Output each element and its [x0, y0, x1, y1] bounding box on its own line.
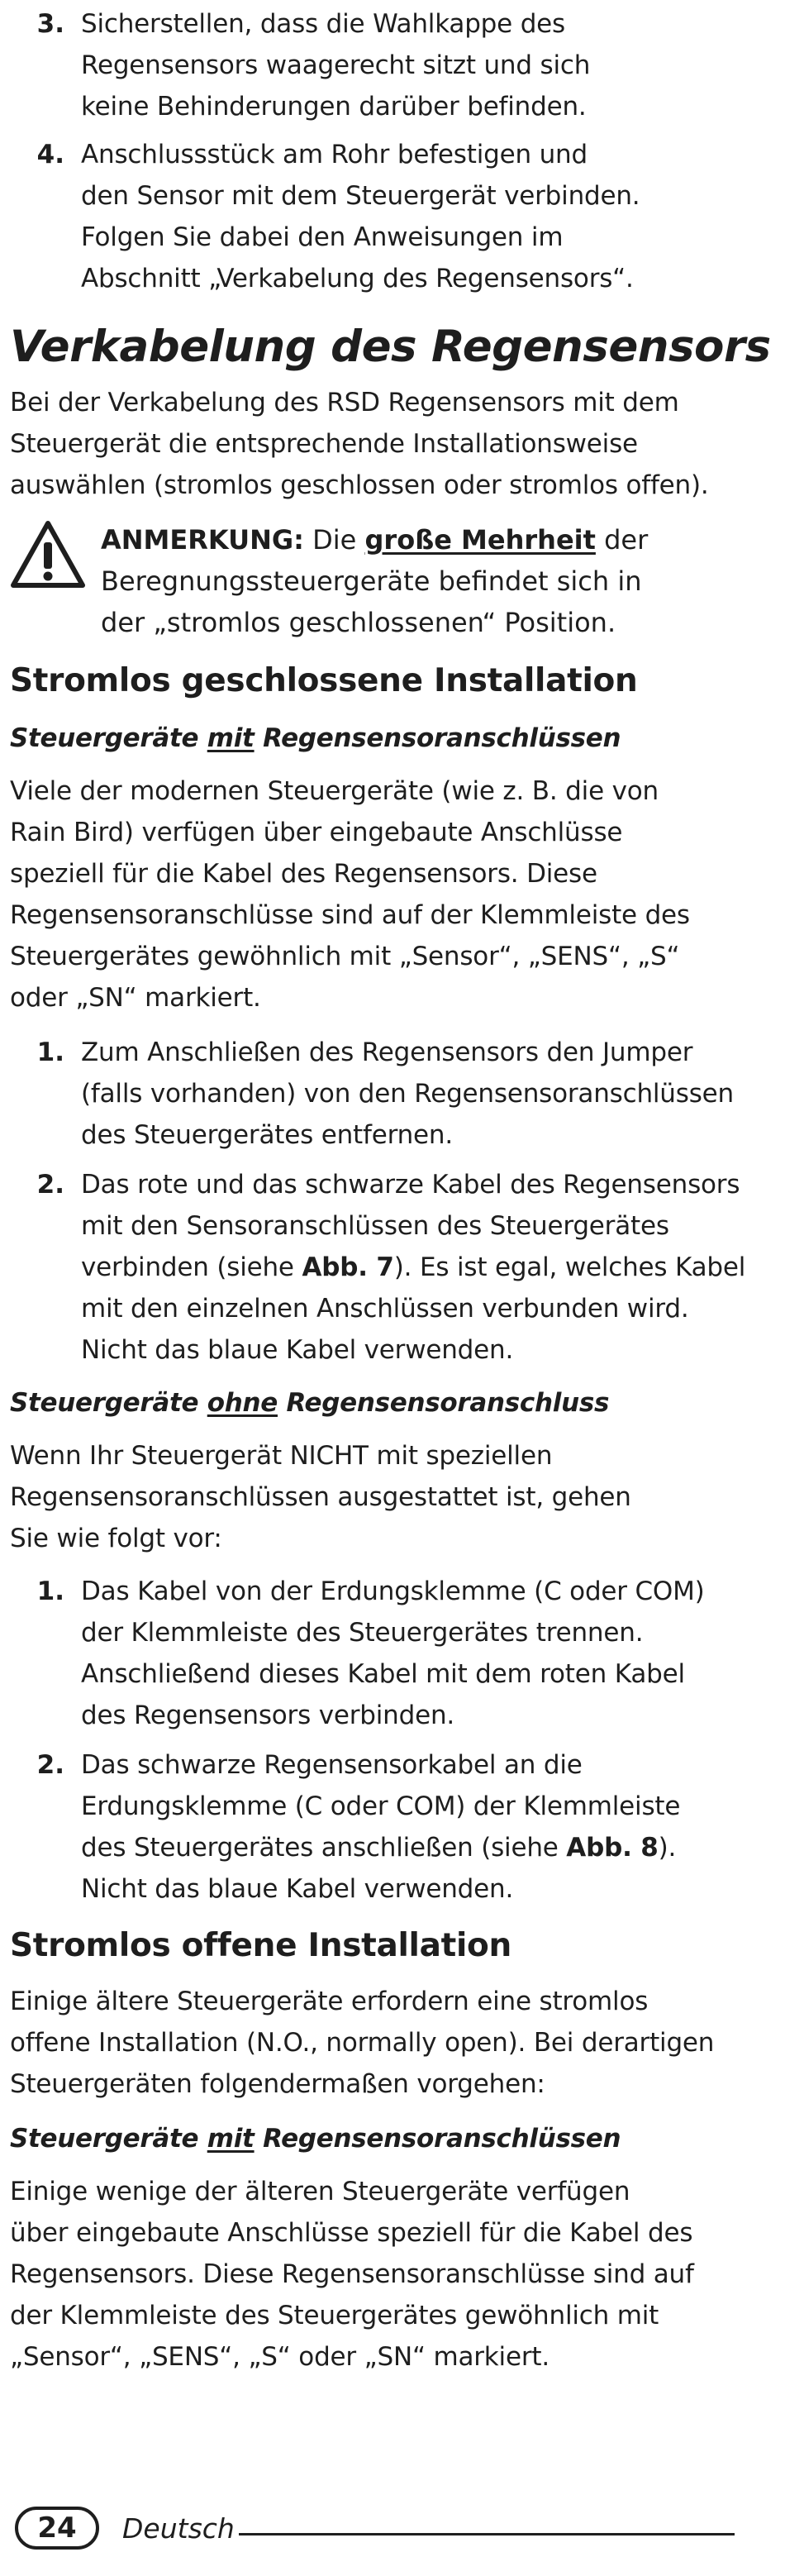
list-item-text: mit den einzelnen Anschlüssen verbunden wird. [81, 1294, 689, 1324]
subheading: Steuergeräte mit Regensensoranschlüssen [10, 2124, 621, 2154]
paragraph-line: der Klemmleiste des Steuergerätes gewöhnlich mit [10, 2301, 659, 2330]
note-label: ANMERKUNG: [101, 524, 304, 556]
paragraph-line: oder „SN“ markiert. [10, 983, 261, 1013]
heading-nc: Stromlos geschlossene Installation [10, 662, 638, 699]
paragraph-line: Regensensoranschlüsse sind auf der Klemmleiste des [10, 900, 690, 930]
paragraph-line: „Sensor“, „SENS“, „S“ oder „SN“ markiert. [10, 2342, 550, 2372]
list-item-text: Regensensors waagerecht sitzt und sich [81, 50, 591, 80]
list-item-text: Anschließend dieses Kabel mit dem roten Kabel [81, 1659, 685, 1689]
paragraph-line: Rain Bird) verfügen über eingebaute Anschlüsse [10, 818, 623, 847]
list-number: 2. [36, 1170, 64, 1200]
subheading: Steuergeräte mit Regensensoranschlüssen [10, 723, 621, 753]
page-number: 24 [15, 2507, 99, 2550]
note-line: Beregnungssteuergeräte befindet sich in [101, 565, 642, 597]
list-item-text: keine Behinderungen darüber befinden. [81, 92, 587, 122]
list-item-text: des Steuergerätes anschließen (siehe Abb. 8). [81, 1833, 677, 1863]
list-number: 4. [36, 140, 64, 169]
intro-text: Bei der Verkabelung des RSD Regensensors mit dem [10, 388, 679, 417]
section-title: Verkabelung des Regensensors [10, 322, 771, 372]
paragraph-line: speziell für die Kabel des Regensensors. Diese [10, 859, 597, 889]
footer-rule [239, 2533, 735, 2535]
intro-text: auswählen (stromlos geschlossen oder stromlos offen). [10, 470, 709, 500]
paragraph-line: über eingebaute Anschlüsse speziell für die Kabel des [10, 2218, 693, 2248]
paragraph-line: Regensensoranschlüssen ausgestattet ist, gehen [10, 1482, 631, 1512]
paragraph-line: Sie wie folgt vor: [10, 1524, 222, 1553]
list-item-text: Folgen Sie dabei den Anweisungen im [81, 222, 564, 252]
list-number: 3. [36, 9, 64, 39]
list-item-text: Das schwarze Regensensorkabel an die [81, 1750, 583, 1780]
paragraph-line: Wenn Ihr Steuergerät NICHT mit speziellen [10, 1441, 553, 1471]
list-item-text: den Sensor mit dem Steuergerät verbinden. [81, 181, 640, 211]
list-item-text: des Steuergerätes entfernen. [81, 1120, 453, 1150]
list-item-text: mit den Sensoranschlüssen des Steuergerätes [81, 1211, 669, 1241]
list-number: 1. [36, 1577, 64, 1606]
paragraph-line: Steuergeräten folgendermaßen vorgehen: [10, 2069, 545, 2099]
list-item-text: Erdungsklemme (C oder COM) der Klemmleiste [81, 1791, 681, 1821]
list-number: 1. [36, 1038, 64, 1067]
paragraph-line: Einige wenige der älteren Steuergeräte verfügen [10, 2177, 630, 2206]
heading-no: Stromlos offene Installation [10, 1927, 511, 1964]
paragraph-line: Steuergerätes gewöhnlich mit „Sensor“, „SENS“, „S“ [10, 942, 680, 971]
list-item-text: Abschnitt „Verkabelung des Regensensors“. [81, 264, 634, 293]
list-item-text: (falls vorhanden) von den Regensensoranschlüssen [81, 1079, 734, 1109]
list-item-text: Das Kabel von der Erdungsklemme (C oder COM) [81, 1577, 705, 1606]
paragraph-line: Viele der modernen Steuergeräte (wie z. B. die von [10, 776, 659, 806]
note-emphasis: große Mehrheit [364, 524, 596, 556]
list-item-text: Das rote und das schwarze Kabel des Regensensors [81, 1170, 740, 1200]
footer-language: Deutsch [122, 2512, 235, 2545]
list-number: 2. [36, 1750, 64, 1780]
list-item-text: Zum Anschließen des Regensensors den Jumper [81, 1038, 693, 1067]
figure-ref: Abb. 7 [302, 1252, 394, 1282]
paragraph-line: Einige ältere Steuergeräte erfordern eine stromlos [10, 1987, 649, 2016]
note-line: ANMERKUNG: Die große Mehrheit der [101, 524, 649, 556]
intro-text: Steuergerät die entsprechende Installationsweise [10, 429, 638, 459]
subheading: Steuergeräte ohne Regensensoranschluss [10, 1388, 610, 1418]
list-item-text: der Klemmleiste des Steuergerätes trennen. [81, 1618, 644, 1648]
warning-icon [10, 519, 86, 589]
list-item-text: Sicherstellen, dass die Wahlkappe des [81, 9, 565, 39]
list-item-text: Anschlussstück am Rohr befestigen und [81, 140, 588, 169]
note-line: der „stromlos geschlossenen“ Position. [101, 607, 616, 638]
list-item-text: Nicht das blaue Kabel verwenden. [81, 1335, 514, 1365]
list-item-text: Nicht das blaue Kabel verwenden. [81, 1874, 514, 1904]
paragraph-line: offene Installation (N.O., normally open). Bei derartigen [10, 2028, 715, 2058]
list-item-text: des Regensensors verbinden. [81, 1701, 455, 1730]
figure-ref: Abb. 8 [566, 1833, 659, 1863]
list-item-text: verbinden (siehe Abb. 7). Es ist egal, welches Kabel [81, 1252, 746, 1282]
paragraph-line: Regensensors. Diese Regensensoranschlüsse sind auf [10, 2259, 694, 2289]
